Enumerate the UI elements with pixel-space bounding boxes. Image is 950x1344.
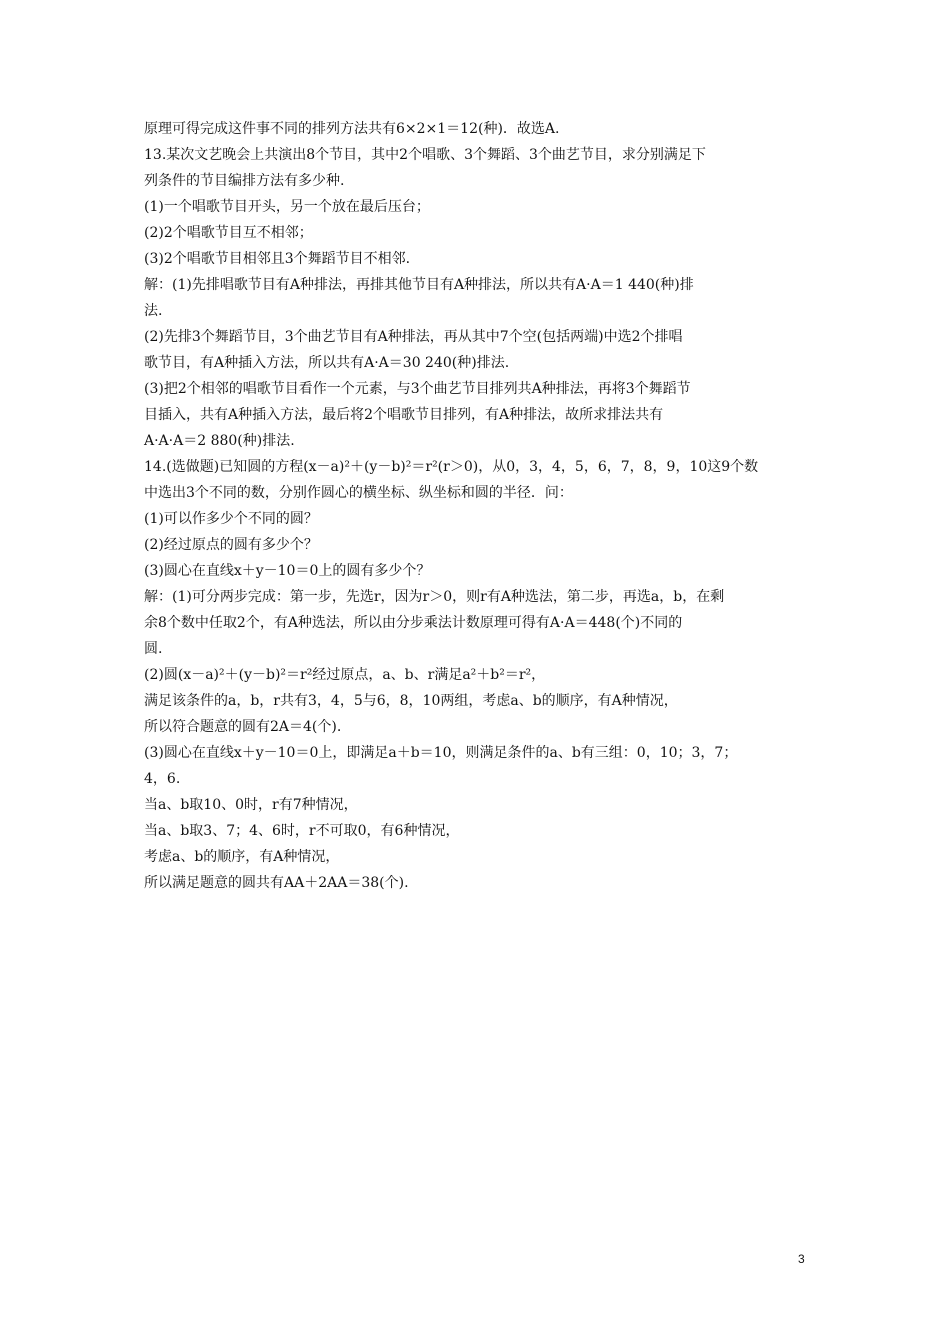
question-2: (2)经过原点的圆有多少个？ [144,537,318,553]
condition-1: (1)一个唱歌节目开头，另一个放在最后压台； [144,199,430,215]
question-3: (3)圆心在直线x＋y－10＝0上的圆有多少个？ [144,563,431,579]
text-line: 当a、b取10、0时，r有7种情况， [144,797,358,813]
page-body [144,116,812,896]
solution-line: 解：(1)先排唱歌节目有A种排法，再排其他节目有A种排法，所以共有A·A＝1 440(种)排 [144,277,694,293]
text-line: 圆. [144,641,163,657]
page-number: 3 [798,1252,805,1266]
condition-3: (3)2个唱歌节目相邻且3个舞蹈节目不相邻. [144,251,411,267]
text-line: 所以符合题意的圆有2A＝4(个). [144,719,342,735]
text-line: 原理可得完成这件事不同的排列方法共有6×2×1＝12(种)．故选A. [144,121,560,137]
problem-13-line: 13.某次文艺晚会上共演出8个节目，其中2个唱歌、3个舞蹈、3个曲艺节目，求分别满足下 [144,147,706,163]
condition-2: (2)2个唱歌节目互不相邻； [144,225,313,241]
text-line: 歌节目，有A种插入方法，所以共有A·A＝30 240(种)排法. [144,355,510,371]
text-line: 所以满足题意的圆共有AA＋2AA＝38(个). [144,875,409,891]
solution-line: (2)先排3个舞蹈节目，3个曲艺节目有A种排法，再从其中7个空(包括两端)中选2个排唱 [144,329,683,345]
text-line: 法. [144,303,163,319]
text-line: 当a、b取3、7；4、6时，r不可取0，有6种情况， [144,823,460,839]
solution-line: (3)圆心在直线x＋y－10＝0上，即满足a＋b＝10，则满足条件的a、b有三组：0，10；3，7； [144,745,738,761]
text-line: 列条件的节目编排方法有多少种. [144,173,345,189]
solution-line: (3)把2个相邻的唱歌节目看作一个元素，与3个曲艺节目排列共A种排法，再将3个舞蹈节 [144,381,691,397]
text-line: 满足该条件的a，b，r共有3，4，5与6，8，10两组，考虑a、b的顺序，有A种情况， [144,693,678,709]
text-line: 中选出3个不同的数，分别作圆心的横坐标、纵坐标和圆的半径．问： [144,485,573,501]
solution-line: 解：(1)可分两步完成：第一步，先选r，因为r＞0，则r有A种选法，第二步，再选a，b，在剩 [144,589,725,605]
text-line: 目插入，共有A种插入方法，最后将2个唱歌节目排列，有A种排法，故所求排法共有 [144,407,664,423]
solution-line: (2)圆(x－a)²＋(y－b)²＝r²经过原点，a、b、r满足a²＋b²＝r²， [144,667,546,683]
text-line: 4，6. [144,771,181,787]
question-1: (1)可以作多少个不同的圆？ [144,511,318,527]
text-line: A·A·A＝2 880(种)排法. [144,433,295,449]
text-line: 余8个数中任取2个，有A种选法，所以由分步乘法计数原理可得有A·A＝448(个)不同的 [144,615,683,631]
problem-14-line: 14.(选做题)已知圆的方程(x－a)²＋(y－b)²＝r²(r＞0)，从0，3，4，5，6，7，8，9，10这9个数 [144,459,759,475]
text-line: 考虑a、b的顺序，有A种情况， [144,849,340,865]
